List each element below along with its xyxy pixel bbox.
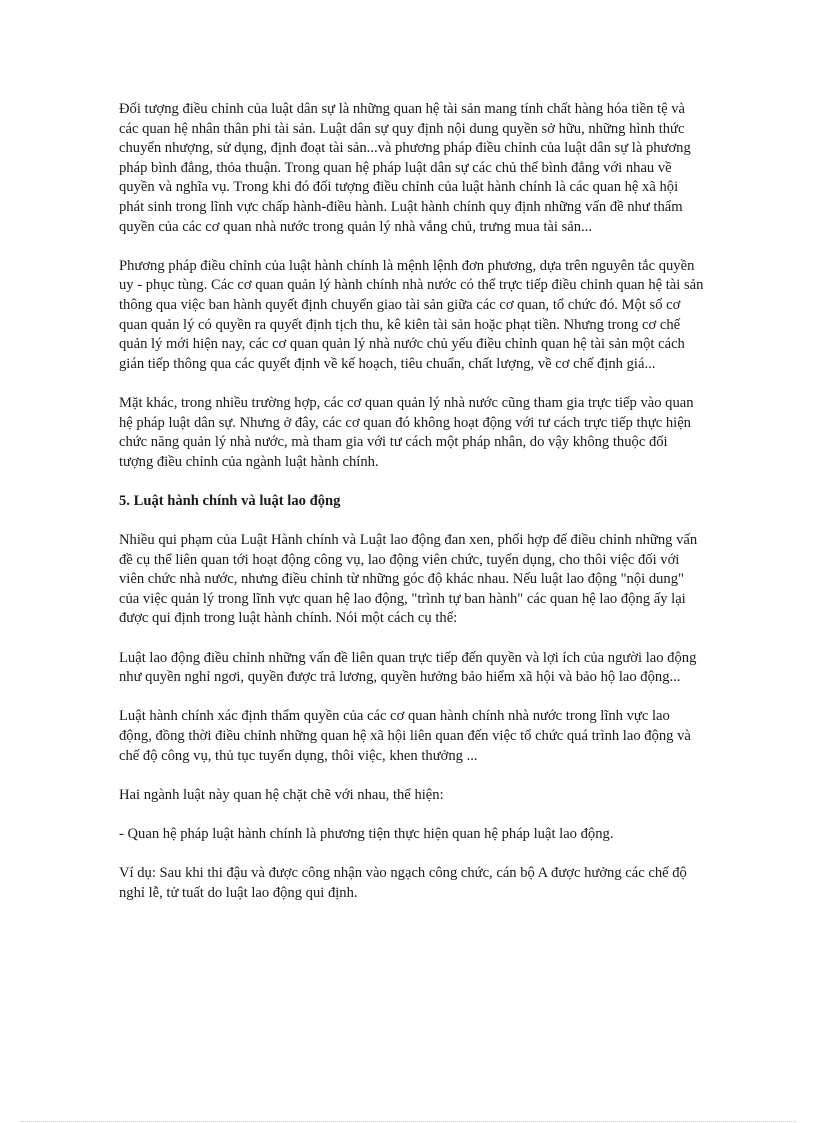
page-bottom-rule <box>20 1121 796 1122</box>
paragraph: Mặt khác, trong nhiều trường hợp, các cơ quan quản lý nhà nước cũng tham gia trực tiếp vào quan hệ pháp luật dân sự. Nhưng ở đây, các cơ quan đó không hoạt động với tư cách trực tiếp thực hiện chức năng quản lý nhà nước, mà tham gia với tư cách một pháp nhân, do vậy không thuộc đối tượng điều chỉnh của ngành luật hành chính. <box>119 394 694 470</box>
paragraph: - Quan hệ pháp luật hành chính là phương tiện thực hiện quan hệ pháp luật lao động. <box>119 825 614 842</box>
paragraph: Nhiều qui phạm của Luật Hành chính và Luật lao động đan xen, phối hợp để điều chỉnh những vấn đề cụ thể liên quan tới hoạt động công vụ, lao động viên chức, tuyển dụng, cho thôi việc đối với viên chức nhà nước, nhưng điều chỉnh từ những góc độ khác nhau. Nếu luật lao động "nội dung" của việc quản lý trong lĩnh vực quan hệ lao động, "trình tự ban hành" các quan hệ lao động ấy lại được qui định trong luật hành chính. Nói một cách cụ thể: <box>119 532 698 627</box>
paragraph: Phương pháp điều chỉnh của luật hành chính là mệnh lệnh đơn phương, dựa trên nguyên tắc quyền uy - phục tùng. Các cơ quan quản lý hành chính nhà nước có thể trực tiếp điều chỉnh quan hệ tài sản thông qua việc ban hành quyết định chuyển giao tài sản giữa các cơ quan, tổ chức đó. Một số cơ quan quản lý có quyền ra quyết định tịch thu, kê kiên tài sản hoặc phạt tiền. Nhưng trong cơ chế quản lý mới hiện nay, các cơ quan quản lý nhà nước chủ yếu điều chỉnh quan hệ tài sản một cách gián tiếp thông qua các quyết định về kế hoạch, tiêu chuẩn, chất lượng, về cơ chế định giá... <box>119 257 704 372</box>
paragraph: Luật hành chính xác định thẩm quyền của các cơ quan hành chính nhà nước trong lĩnh vực lao động, đồng thời điều chỉnh những quan hệ xã hội liên quan đến việc tổ chức quá trình lao động và chế độ công vụ, thủ tục tuyển dụng, thôi việc, khen thưởng ... <box>119 708 691 764</box>
paragraph: Ví dụ: Sau khi thi đậu và được công nhận vào ngạch công chức, cán bộ A được hưởng các chế độ nghỉ lễ, tử tuất do luật lao động qui định. <box>119 865 687 901</box>
document-body <box>119 100 704 923</box>
section-heading: 5. Luật hành chính và luật lao động <box>119 492 341 509</box>
paragraph: Hai ngành luật này quan hệ chặt chẽ với nhau, thể hiện: <box>119 786 444 803</box>
paragraph: Đối tượng điều chỉnh của luật dân sự là những quan hệ tài sản mang tính chất hàng hóa tiền tệ và các quan hệ nhân thân phi tài sản. Luật dân sự quy định nội dung quyền sở hữu, những hình thức chuyển nhượng, sử dụng, định đoạt tài sản...và phương pháp điều chỉnh của luật dân sự là phương pháp bình đẳng, thỏa thuận. Trong quan hệ pháp luật dân sự các chủ thể bình đẳng với nhau về quyền và nghĩa vụ. Trong khi đó đối tượng điều chỉnh của luật hành chính là các quan hệ xã hội phát sinh trong lĩnh vực chấp hành-điều hành. Luật hành chính quy định những vấn đề như thẩm quyền của các cơ quan nhà nước trong quản lý nhà vắng chủ, trưng mua tài sản... <box>119 101 691 235</box>
paragraph: Luật lao động điều chỉnh những vấn đề liên quan trực tiếp đến quyền và lợi ích của người lao động như quyền nghỉ ngơi, quyền được trả lương, quyền hưởng bảo hiểm xã hội và bảo hộ lao động... <box>119 649 697 686</box>
